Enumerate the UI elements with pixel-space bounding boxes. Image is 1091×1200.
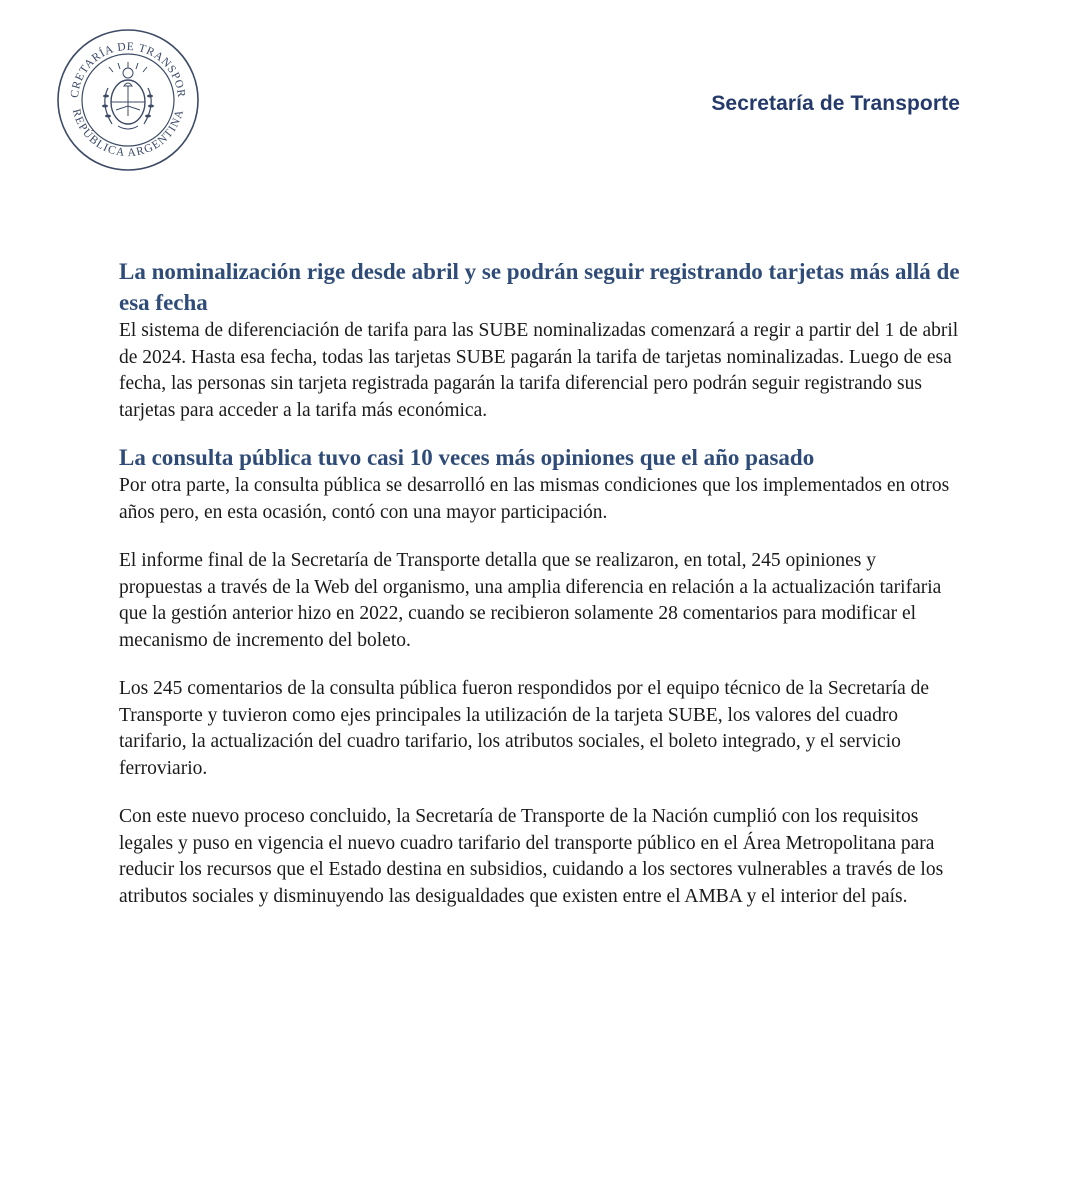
- paragraph: El informe final de la Secretaría de Transporte detalla que se realizaron, en total, 245 opiniones y propuestas a través de la Web del organismo, una amplia diferencia en relación a la actualización tarifaria que la gestión anterior hizo en 2022, cuando se recibieron solamente 28 comentarios para modificar el mecanismo de incremento del boleto.: [119, 550, 942, 651]
- paragraph: Con este nuevo proceso concluido, la Secretaría de Transporte de la Nación cumplió con los requisitos legales y puso en vigencia el nuevo cuadro tarifario del transporte público en el Área Metropolitana para reducir los recursos que el Estado destina en subsidios, cuidando a los sectores vulnerables a través de los atributos sociales y disminuyendo las desigualdades que existen entre el AMBA y el interior del país.: [119, 806, 944, 907]
- svg-text:REPÚBLICA ARGENTINA: REPÚBLICA ARGENTINA: [69, 107, 187, 160]
- section-heading-nominalizacion: La nominalización rige desde abril y se podrán seguir registrando tarjetas más allá de esa fecha: [119, 259, 960, 315]
- argentina-coat-of-arms-icon: [56, 28, 200, 172]
- svg-text:SECRETARÍA DE TRANSPORTE: CRETARÍA DE TRANSPOR: [68, 40, 188, 99]
- agency-title: Secretaría de Transporte: [711, 92, 960, 115]
- paragraph: Por otra parte, la consulta pública se desarrolló en las mismas condiciones que los implementados en otros años pero, en esta ocasión, contó con una mayor participación.: [119, 475, 950, 523]
- paragraph: Los 245 comentarios de la consulta pública fueron respondidos por el equipo técnico de la Secretaría de Transporte y tuvieron como ejes principales la utilización de la tarjeta SUBE, los valores del cuadro tarifario, la actualización del cuadro tarifario, los atributos sociales, el boleto integrado, y el servicio ferroviario.: [119, 678, 930, 779]
- section-heading-consulta-publica: La consulta pública tuvo casi 10 veces más opiniones que el año pasado: [119, 445, 815, 470]
- document-body: [119, 256, 961, 932]
- paragraph: El sistema de diferenciación de tarifa para las SUBE nominalizadas comenzará a regir a partir del 1 de abril de 2024. Hasta esa fecha, todas las tarjetas SUBE pagarán la tarifa de tarjetas nominalizadas. Luego de esa fecha, las personas sin tarjeta registrada pagarán la tarifa diferencial pero podrán seguir registrando sus tarjetas para acceder a la tarifa más económica.: [119, 320, 959, 421]
- argentina-seal-logo: [56, 28, 200, 172]
